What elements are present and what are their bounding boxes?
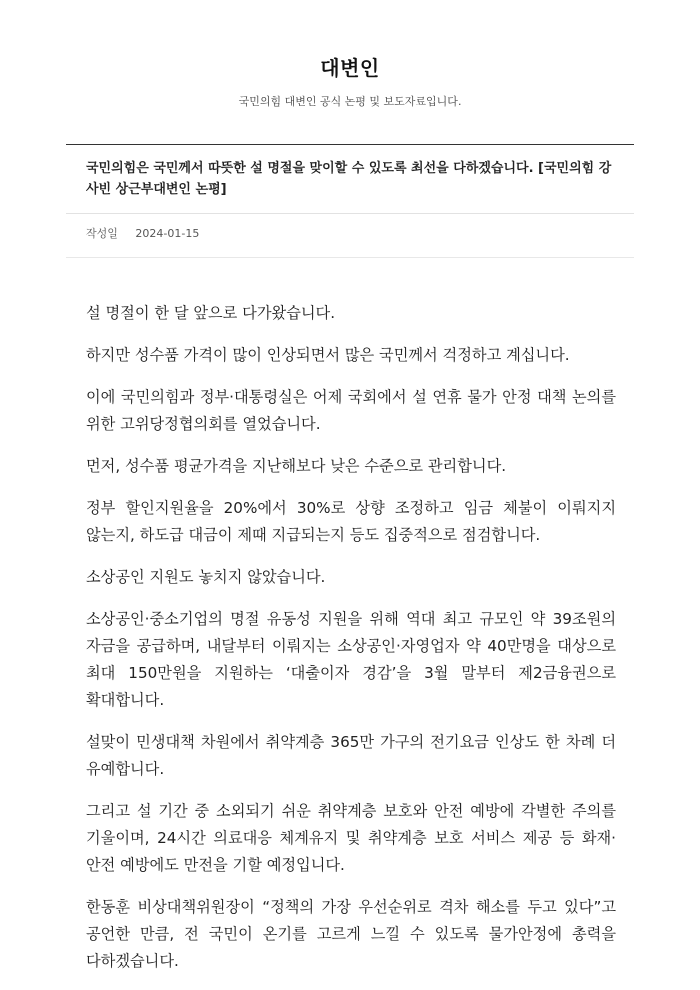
body-paragraph: 하지만 성수품 가격이 많이 인상되면서 많은 국민께서 걱정하고 계십니다. bbox=[86, 346, 570, 364]
body-paragraph: 정부 할인지원율을 20%에서 30%로 상향 조정하고 임금 체불이 이뤄지지 않는지, 하도급 대금이 제때 지급되는지 등도 집중적으로 점검합니다. bbox=[86, 499, 616, 544]
title-divider bbox=[66, 213, 634, 214]
body-paragraph: 설맞이 민생대책 차원에서 취약계층 365만 가구의 전기요금 인상도 한 차례 더 유예합니다. bbox=[86, 733, 616, 778]
body-paragraph: 소상공인 지원도 놓치지 않았습니다. bbox=[86, 568, 326, 586]
page-header bbox=[0, 0, 700, 145]
header-divider bbox=[66, 144, 634, 145]
article-title: 국민의힘은 국민께서 따뜻한 설 명절을 맞이할 수 있도록 최선을 다하겠습니다. [국민의힘 강사빈 상근부대변인 논평] bbox=[86, 161, 612, 197]
body-paragraph: 소상공인·중소기업의 명절 유동성 지원을 위해 역대 최고 규모인 약 39조원의 자금을 공급하며, 내달부터 이뤄지는 소상공인·자영업자 약 40만명을 대상으로 최대 150만원을 지원하는 ‘대출이자 경감’을 3월 말부터 제2금융권으로 확대합니다. bbox=[86, 610, 616, 709]
body-paragraph: 설 명절이 한 달 앞으로 다가왔습니다. bbox=[86, 304, 336, 322]
body-paragraph: 그리고 설 기간 중 소외되기 쉬운 취약계층 보호와 안전 예방에 각별한 주의를 기울이며, 24시간 의료대응 체계유지 및 취약계층 보호 서비스 제공 등 화재·안전 예방에도 만전을 기할 예정입니다. bbox=[86, 802, 616, 874]
article-date: 2024-01-15 bbox=[135, 227, 200, 240]
meta-divider bbox=[66, 257, 634, 258]
body-paragraph: 이에 국민의힘과 정부·대통령실은 어제 국회에서 설 연휴 물가 안정 대책 논의를 위한 고위당정협의회를 열었습니다. bbox=[86, 388, 616, 433]
article-meta bbox=[86, 225, 199, 241]
date-label: 작성일 bbox=[86, 227, 118, 240]
site-title[interactable]: 대변인 bbox=[320, 56, 380, 80]
body-paragraph: 먼저, 성수품 평균가격을 지난해보다 낮은 수준으로 관리합니다. bbox=[86, 457, 507, 475]
article-body bbox=[86, 300, 616, 990]
body-paragraph: 한동훈 비상대책위원장이 “정책의 가장 우선순위로 격차 해소를 두고 있다”고 공언한 만큼, 전 국민이 온기를 고르게 느낄 수 있도록 물가안정에 총력을 다하겠습니다. bbox=[86, 898, 616, 970]
site-subtitle: 국민의힘 대변인 공식 논평 및 보도자료입니다. bbox=[238, 95, 462, 108]
